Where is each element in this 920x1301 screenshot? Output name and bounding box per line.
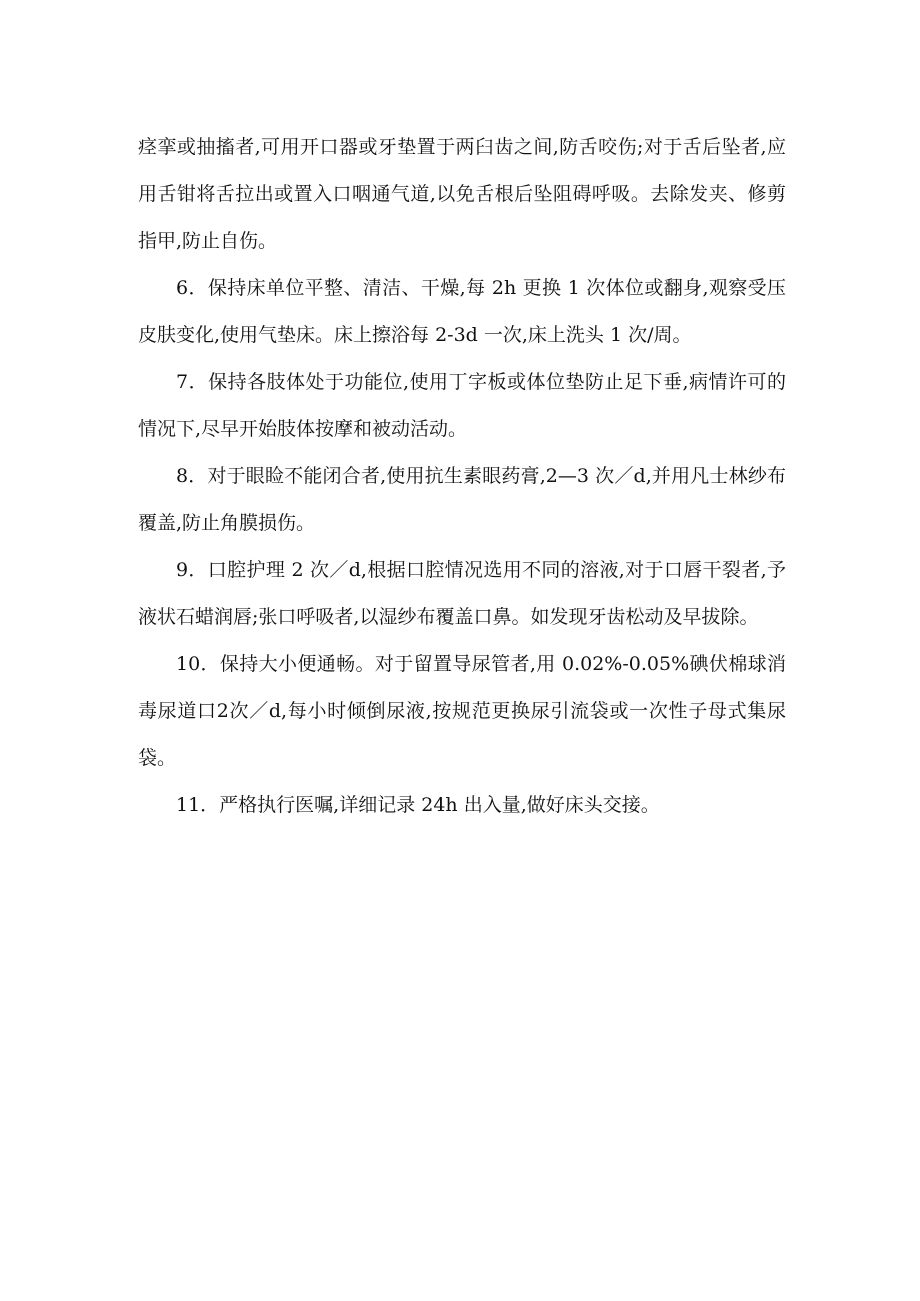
paragraph-item-7: 7．保持各肢体处于功能位,使用丁字板或体位垫防止足下垂,病情许可的情况下,尽早开始肢体按摩和被动活动。 bbox=[138, 371, 786, 440]
paragraph-item-11: 11．严格执行医嘱,详细记录 24h 出入量,做好床头交接。 bbox=[176, 794, 660, 816]
paragraph-item-6: 6．保持床单位平整、清洁、干燥,每 2h 更换 1 次体位或翻身,观察受压皮肤变化,使用气垫床。床上擦浴每 2-3d 一次,床上洗头 1 次/周。 bbox=[138, 277, 786, 346]
paragraph-item-8: 8．对于眼睑不能闭合者,使用抗生素眼药膏,2—3 次／d,并用凡士林纱布覆盖,防止角膜损伤。 bbox=[138, 465, 786, 534]
paragraph-item-10: 10．保持大小便通畅。对于留置导尿管者,用 0.02%-0.05%碘伏棉球消毒尿道口2次／d,每小时倾倒尿液,按规范更换尿引流袋或一次性子母式集尿袋。 bbox=[138, 653, 786, 769]
paragraph-item-9: 9．口腔护理 2 次／d,根据口腔情况选用不同的溶液,对于口唇干裂者,予液状石蜡润唇;张口呼吸者,以湿纱布覆盖口鼻。如发现牙齿松动及早拔除。 bbox=[138, 559, 786, 628]
paragraph-continuation: 痉挛或抽搐者,可用开口器或牙垫置于两臼齿之间,防舌咬伤;对于舌后坠者,应用舌钳将舌拉出或置入口咽通气道,以免舌根后坠阻碍呼吸。去除发夹、修剪指甲,防止自伤。 bbox=[138, 136, 786, 252]
document-body bbox=[138, 124, 786, 829]
